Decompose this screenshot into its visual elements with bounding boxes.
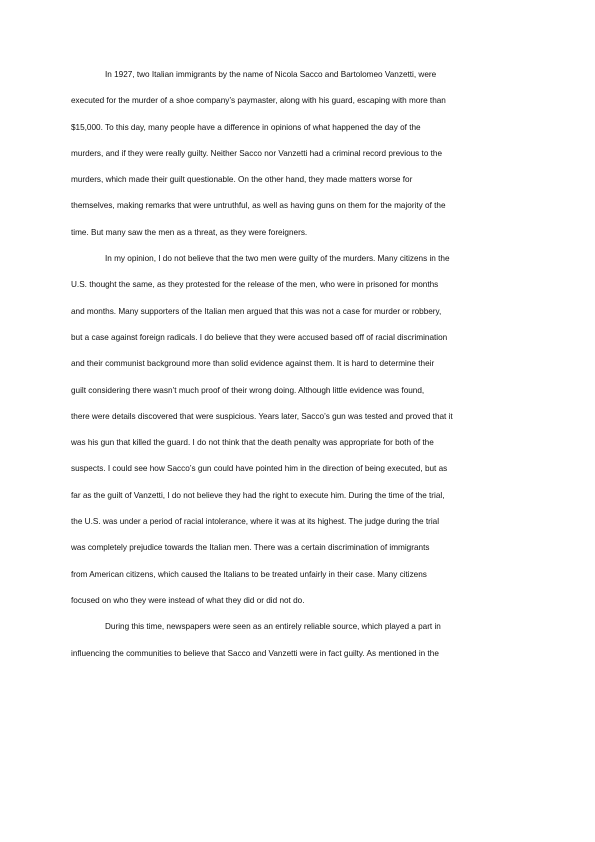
- paragraph-3: [71, 616, 526, 669]
- text-line: murders, and if they were really guilty. Neither Sacco nor Vanzetti had a criminal record previous to the: [71, 148, 443, 158]
- text-line: the U.S. was under a period of racial intolerance, where it was at its highest. The judge during the trial: [71, 517, 440, 527]
- paragraph-2: [71, 248, 526, 616]
- text-line: but a case against foreign radicals. I do believe that they were accused based off of racial discrimination: [71, 332, 448, 342]
- text-line: In my opinion, I do not believe that the two men were guilty of the murders. Many citizens in the: [105, 254, 450, 264]
- text-line: from American citizens, which caused the Italians to be treated unfairly in their case. Many citizens: [71, 569, 427, 579]
- text-line: was completely prejudice towards the Italian men. There was a certain discrimination of immigrants: [71, 543, 430, 553]
- document-body: [71, 64, 526, 669]
- text-line: far as the guilt of Vanzetti, I do not believe they had the right to execute him. During the time of the trial,: [71, 490, 445, 500]
- text-line: there were details discovered that were suspicious. Years later, Sacco’s gun was tested and proved that it: [71, 411, 453, 421]
- text-line: and their communist background more than solid evidence against them. It is hard to determine their: [71, 359, 435, 369]
- text-line: suspects. I could see how Sacco’s gun could have pointed him in the direction of being executed, but as: [71, 464, 448, 474]
- text-line: In 1927, two Italian immigrants by the name of Nicola Sacco and Bartolomeo Vanzetti, were: [105, 70, 437, 79]
- paragraph-1: [71, 64, 526, 248]
- text-line: murders, which made their guilt questionable. On the other hand, they made matters worse for: [71, 175, 413, 185]
- text-line: and months. Many supporters of the Italian men argued that this was not a case for murder or robbery,: [71, 306, 442, 316]
- text-line: influencing the communities to believe that Sacco and Vanzetti were in fact guilty. As mentioned in the: [71, 648, 439, 658]
- text-line: themselves, making remarks that were untruthful, as well as having guns on them for the majority of the: [71, 201, 446, 211]
- text-line: During this time, newspapers were seen as an entirely reliable source, which played a part in: [105, 622, 441, 632]
- text-line: $15,000. To this day, many people have a difference in opinions of what happened the day of the: [71, 122, 421, 132]
- text-line: executed for the murder of a shoe company’s paymaster, along with his guard, escaping with more than: [71, 96, 446, 106]
- text-line: U.S. thought the same, as they protested for the release of the men, who were in prisoned for months: [71, 280, 439, 290]
- text-line: focused on who they were instead of what they did or did not do.: [71, 595, 305, 605]
- text-line: was his gun that killed the guard. I do not think that the death penalty was appropriate for both of the: [71, 438, 434, 448]
- text-line: guilt considering there wasn’t much proof of their wrong doing. Although little evidence was found,: [71, 385, 425, 395]
- text-line: time. But many saw the men as a threat, as they were foreigners.: [71, 227, 308, 237]
